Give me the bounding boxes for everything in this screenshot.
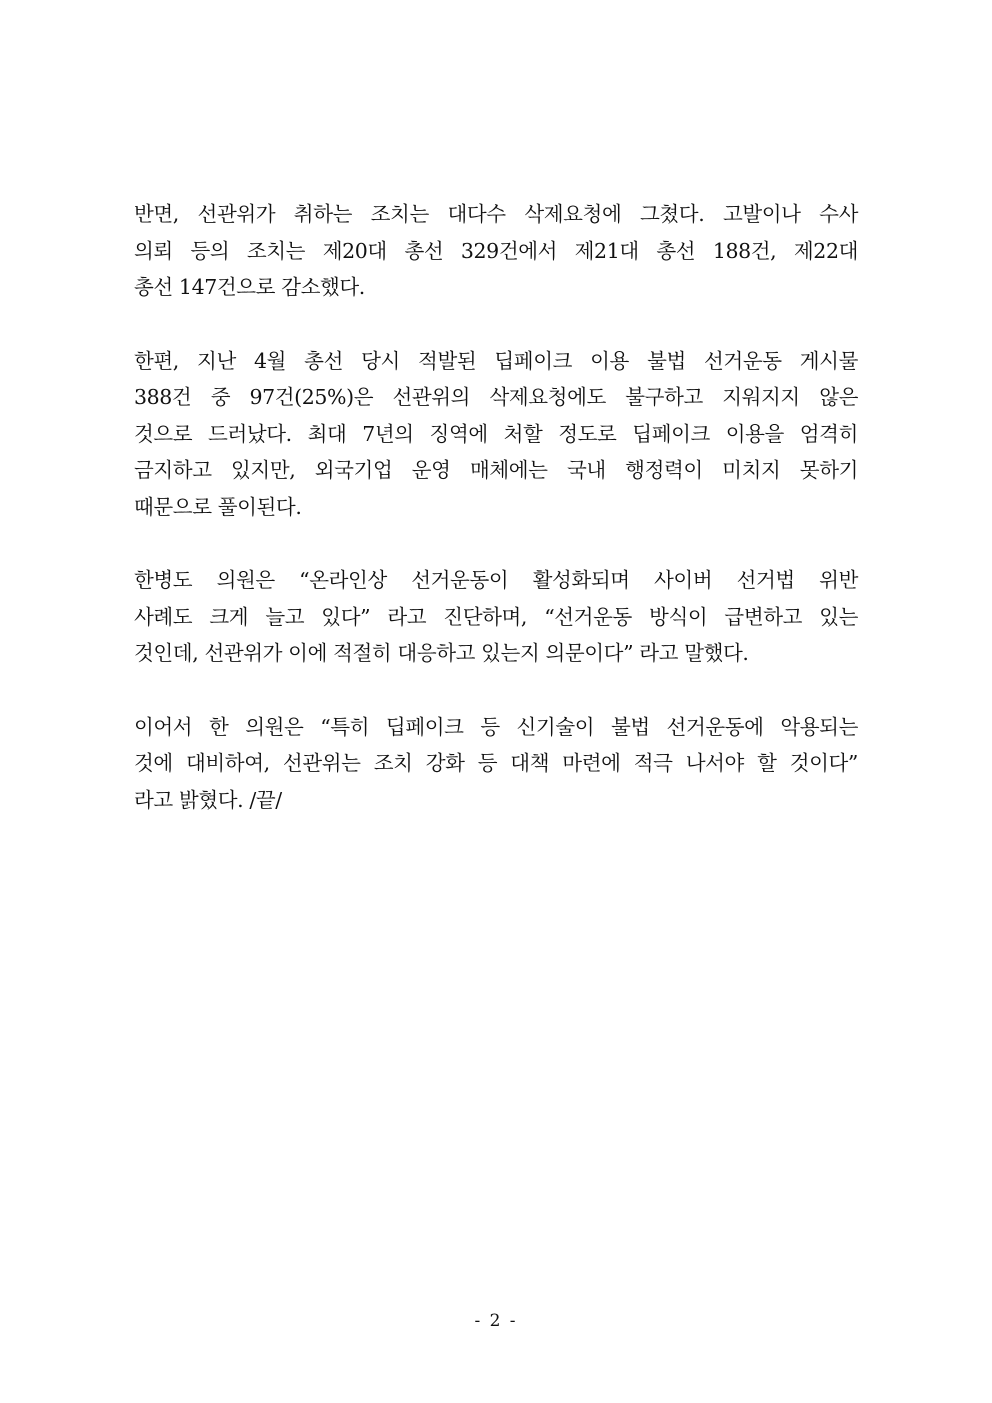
text-line: 사례도 크게 늘고 있다” 라고 진단하며, “선거운동 방식이 급변하고 있는 xyxy=(134,604,858,629)
text-line: 한편, 지난 4월 총선 당시 적발된 딥페이크 이용 불법 선거운동 게시물 xyxy=(134,348,858,373)
text-line: 것에 대비하여, 선관위는 조치 강화 등 대책 마련에 적극 나서야 할 것이다” xyxy=(134,751,858,775)
text-line: 것인데, 선관위가 이에 적절히 대응하고 있는지 의문이다” 라고 말했다. xyxy=(134,641,749,665)
page-number: - 2 - xyxy=(474,1311,518,1331)
text-line: 반면, 선관위가 취하는 조치는 대다수 삭제요청에 그쳤다. 고발이나 수사 xyxy=(134,202,858,226)
text-line: 금지하고 있지만, 외국기업 운영 매체에는 국내 행정력이 미치지 못하기 xyxy=(134,458,858,482)
text-line: 때문으로 풀이된다. xyxy=(134,494,302,519)
text-line: 의뢰 등의 조치는 제20대 총선 329건에서 제21대 총선 188건, 제22대 xyxy=(134,238,858,263)
text-line: 388건 중 97건(25%)은 선관위의 삭제요청에도 불구하고 지워지지 않은 xyxy=(134,385,858,409)
text-line: 이어서 한 의원은 “특히 딥페이크 등 신기술이 불법 선거운동에 악용되는 xyxy=(134,714,858,739)
paragraph-4 xyxy=(134,709,858,819)
paragraph-3 xyxy=(134,562,858,672)
paragraph-1 xyxy=(134,196,858,306)
text-line: 한병도 의원은 “온라인상 선거운동이 활성화되며 사이버 선거법 위반 xyxy=(134,568,858,592)
text-line: 총선 147건으로 감소했다. xyxy=(134,275,365,299)
text-line: 라고 밝혔다. /끝/ xyxy=(134,787,282,812)
document-body xyxy=(134,196,858,855)
paragraph-2 xyxy=(134,343,858,526)
text-line: 것으로 드러났다. 최대 7년의 징역에 처할 정도로 딥페이크 이용을 엄격히 xyxy=(134,421,858,446)
